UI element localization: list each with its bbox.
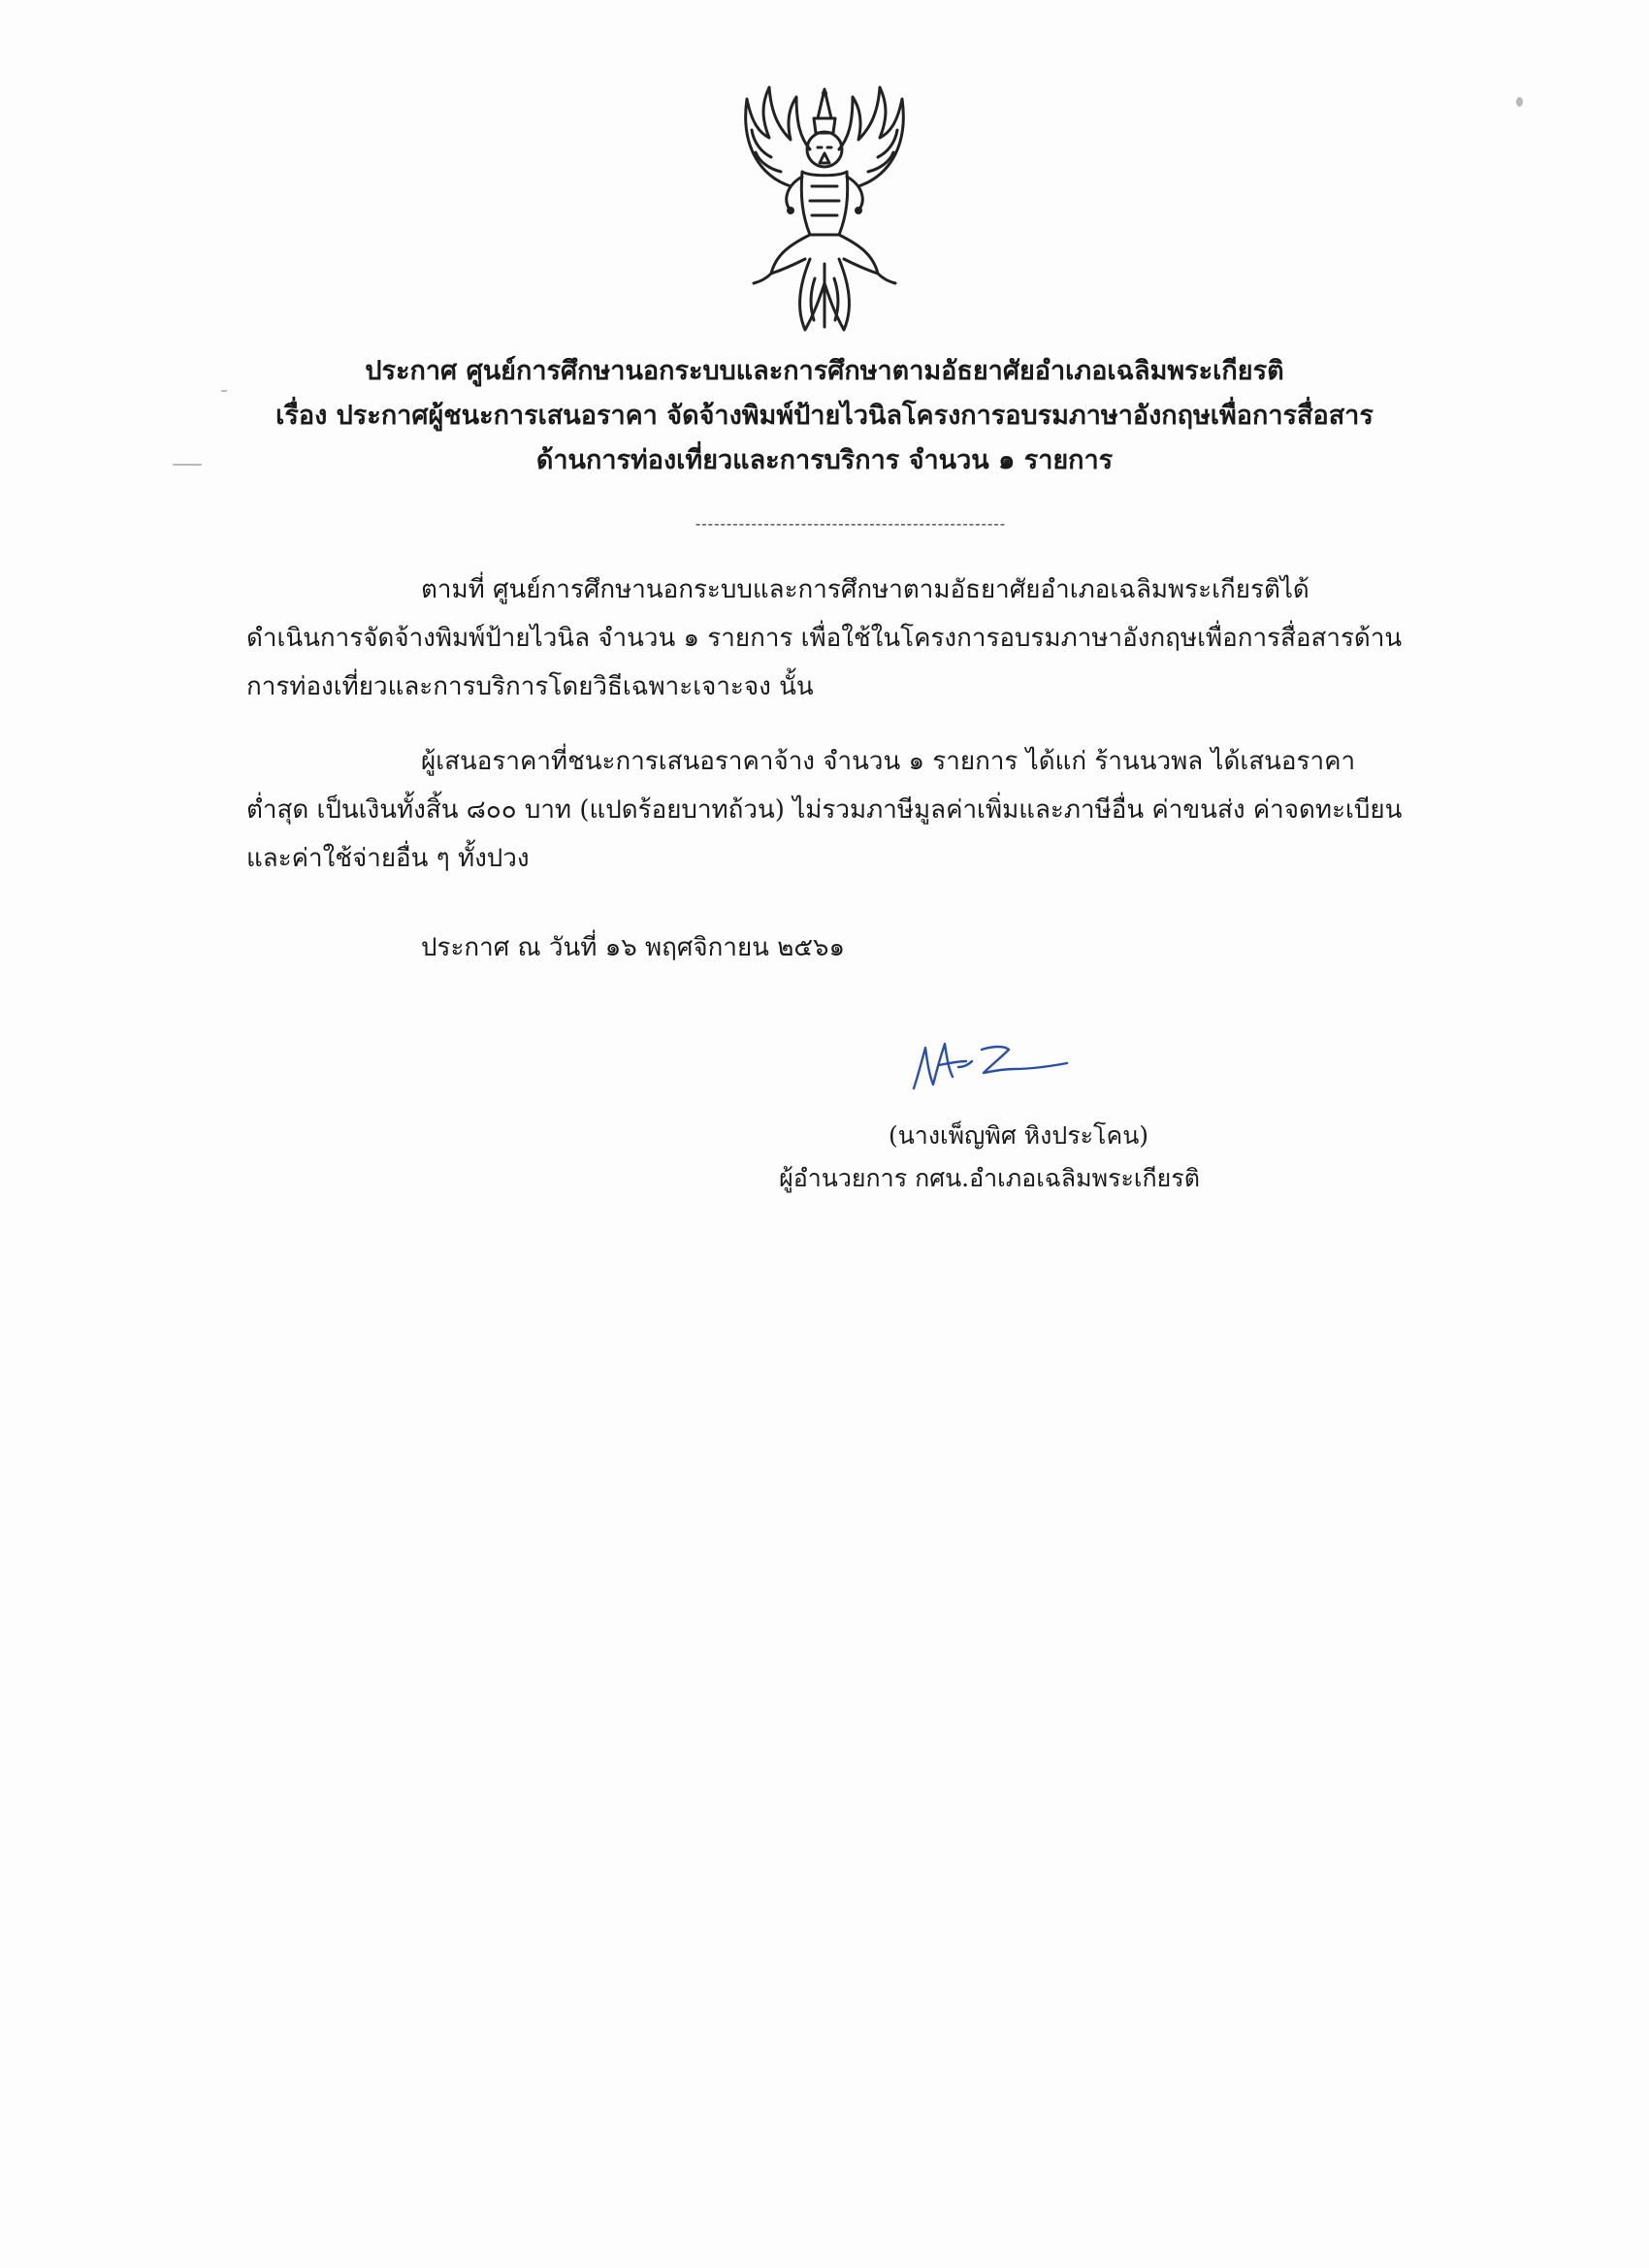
header-line-1: ประกาศ ศูนย์การศึกษานอกระบบและการศึกษาตามอัธยาศัยอำเภอเฉลิมพระเกียรติ bbox=[365, 356, 1284, 386]
announcement-header bbox=[194, 349, 1455, 483]
garuda-emblem-icon bbox=[732, 80, 917, 341]
body-paragraph-1 bbox=[246, 566, 1476, 711]
paragraph-2-line-3: และค่าใช้จ่ายอื่น ๆ ทั้งปวง bbox=[246, 844, 530, 873]
paragraph-1-line-1: ตามที่ ศูนย์การศึกษานอกระบบและการศึกษาตามอัธยาศัยอำเภอเฉลิมพระเกียรติได้ bbox=[421, 575, 1310, 604]
handwritten-signature-icon bbox=[900, 1028, 1094, 1106]
scan-speck bbox=[1516, 97, 1523, 107]
header-divider: -------------------------------------------------- bbox=[695, 514, 1007, 533]
body-paragraph-2 bbox=[246, 737, 1476, 883]
signatory-name: (นางเพ็ญพิศ หิงประโคน) bbox=[888, 1121, 1149, 1150]
paragraph-1-line-2: ดำเนินการจัดจ้างพิมพ์ป้ายไวนิล จำนวน ๑ รายการ เพื่อใช้ในโครงการอบรมภาษาอังกฤษเพื่อการสื่อสารด้าน bbox=[246, 624, 1403, 653]
header-line-2: เรื่อง ประกาศผู้ชนะการเสนอราคา จัดจ้างพิมพ์ป้ายไวนิลโครงการอบรมภาษาอังกฤษเพื่อการสื่อสาร bbox=[275, 401, 1374, 431]
paragraph-2-line-1: ผู้เสนอราคาที่ชนะการเสนอราคาจ้าง จำนวน ๑ รายการ ได้แก่ ร้านนวพล ได้เสนอราคา bbox=[421, 747, 1356, 776]
signatory-title: ผู้อำนวยการ กศน.อำเภอเฉลิมพระเกียรติ bbox=[779, 1164, 1200, 1192]
paragraph-2-line-2: ต่ำสุด เป็นเงินทั้งสิ้น ๘๐๐ บาท (แปดร้อยบาทถ้วน) ไม่รวมภาษีมูลค่าเพิ่มและภาษีอื่น ค่าขนส่ง ค่าจดทะเบียน bbox=[246, 795, 1403, 825]
header-line-3: ด้านการท่องเที่ยวและการบริการ จำนวน ๑ รายการ bbox=[535, 445, 1114, 475]
announcement-date: ประกาศ ณ วันที่ ๑๖ พฤศจิกายน ๒๕๖๑ bbox=[421, 933, 846, 962]
paragraph-1-line-3: การท่องเที่ยวและการบริการโดยวิธีเฉพาะเจาะจง นั้น bbox=[246, 672, 814, 701]
